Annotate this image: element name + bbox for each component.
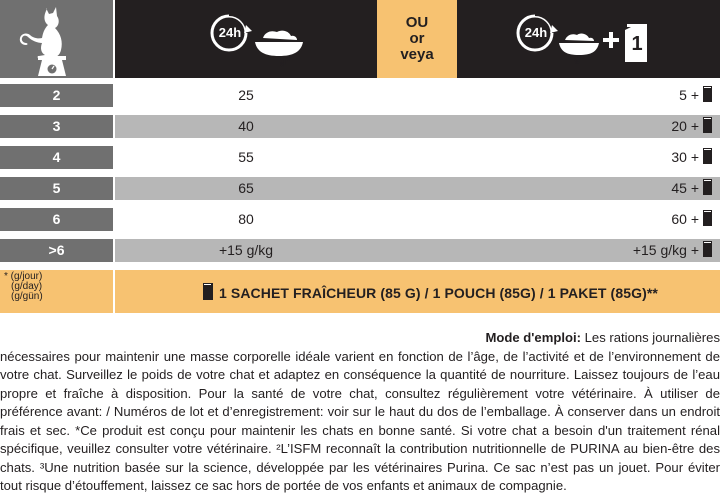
table-row [0,177,720,200]
instructions-body: nécessaires pour maintenir une masse corporelle idéale varient en fonction de l’âge, de l’activité et de l’environnement de votre chat. Surveillez le poids de votre chat et adaptez en conséquence la quantité de nourriture. Laissez toujours de l’eau propre et fraîche à disposition. Pour la santé de votre chat, consultez régulièrement votre vétérinaire. À utiliser de préférence avant: / Numéros de lot et d’enregistrement: voir sur le haut du dos de l’emballage. À conserver dans un endroit frais et sec. *Ce produit est conçu pour maintenir les chats en bonne santé. Si votre chat a besoin d'un traitement rénal spécifique, veuillez consulter votre vétérinaire. ²L’ISFM reconnaît la contribution nutritionnelle de PURINA au bien-être des chats. ³Une nutrition basée sur la science, développée par les vétérinaires Purina. Ce sac n’est pas un jouet. Pour éviter tout risque d’étouffement, laissez ce sac hors de portée de vos enfants et animaux de compagnie. [0,348,720,493]
pouch-icon [703,117,712,133]
header-dry-cell [115,0,377,78]
spacer [377,239,457,262]
dry-value: 65 [115,177,377,200]
cat-on-scale-icon [0,0,113,78]
weight-cell: 3 [0,115,113,138]
dry-value: 55 [238,149,254,165]
table-row [0,239,720,262]
mixed-value: +15 g/kg + [632,242,699,258]
mixed-feeding-icon [457,0,720,78]
mixed-cell [457,84,720,107]
weight-cell: >6 [0,239,113,262]
table-row [0,84,720,107]
dry-value: 40 [115,115,377,138]
spacer [377,146,457,169]
weight-cell: 6 [0,208,113,231]
spacer [377,208,457,231]
instructions-first-text: Les rations journalières [584,330,720,345]
pouch-icon [703,86,712,102]
spacer [377,84,457,107]
unit-footnote [4,272,43,302]
mixed-value: 45 + [671,180,699,196]
dry-unit-label: g* [279,55,291,67]
instructions [0,329,720,496]
pouch-icon [703,241,712,257]
footnote-fr: * (g/jour) [4,271,43,282]
mixed-dry-unit-label: g* [574,54,584,65]
pouch-icon [703,210,712,226]
mixed-cell [457,177,720,200]
dry-value: 25 [238,87,254,103]
pouch-icon [703,179,712,195]
mixed-value: 20 + [671,118,699,134]
mixed-cell [457,239,720,262]
pouch-icon [203,283,213,300]
sachet-text: 1 SACHET FRAÎCHEUR (85 G) / 1 POUCH (85G) / 1 PAKET (85G)** [219,285,658,301]
dry-value: 80 [238,211,254,227]
mixed-cell [457,146,720,169]
mixed-cell [457,115,720,138]
header-mixed-cell [457,0,720,78]
weight-cell: 4 [0,146,113,169]
mixed-value: 30 + [671,149,699,165]
dry-value: +15 g/kg [115,239,377,262]
timer-label: 24h [218,25,242,40]
instructions-first-line [0,329,720,348]
weight-cell: 5 [0,177,113,200]
spacer [377,115,457,138]
sachet-label [203,283,658,301]
mixed-value: 5 + [679,87,699,103]
pouch-count: 1 [631,33,643,55]
or-tr: veya [400,46,434,63]
spacer [377,177,457,200]
or-fr: OU [405,14,429,31]
or-en: or [409,30,425,47]
instructions-title: Mode d'emploi: [485,330,581,345]
mixed-cell [457,208,720,231]
weight-cell: 2 [0,84,113,107]
table-row [0,146,720,169]
footnote-en: (g/day) [11,281,43,292]
or-cell [377,0,457,78]
mixed-timer-label: 24h [524,25,548,40]
table-row [0,208,720,231]
pouch-icon [703,148,712,164]
table-row [0,115,720,138]
mixed-value: 60 + [671,211,699,227]
footnote-tr: (g/gün) [11,291,43,302]
header-left-cell [0,0,113,78]
divider [113,270,115,313]
